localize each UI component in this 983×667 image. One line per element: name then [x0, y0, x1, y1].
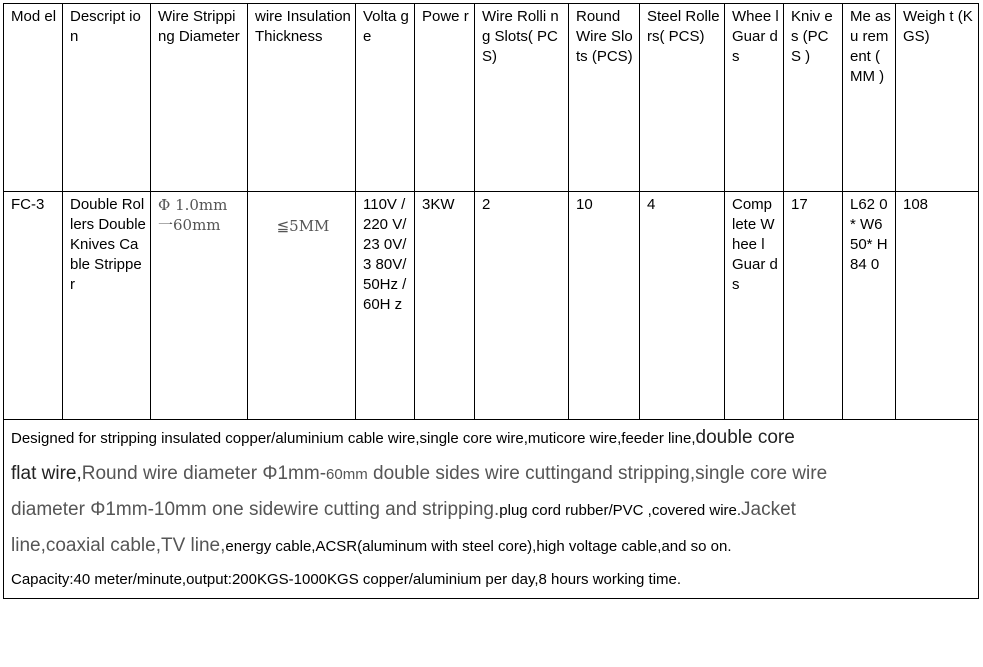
cell-steel-rollers: 4: [640, 192, 725, 420]
header-cell-measurement: Me asu rem ent ( MM ): [843, 4, 896, 192]
description-text-large: double sides wire cuttingand stripping,single core wire: [367, 463, 828, 484]
header-cell-model: Mod el: [4, 4, 63, 192]
description-line-1: [11, 420, 972, 456]
description-text-large: line,coaxial cable,TV line,: [11, 535, 226, 556]
cell-weight: 108: [896, 192, 979, 420]
header-cell-rolling-slots: Wire Rolli ng Slots( PCS): [475, 4, 569, 192]
cell-rolling-slots: 2: [475, 192, 569, 420]
cell-model: FC-3: [4, 192, 63, 420]
header-cell-steel-rollers: Steel Rollers( PCS): [640, 4, 725, 192]
header-cell-stripping-diameter: Wire Stripping Diameter: [151, 4, 248, 192]
header-cell-insulation-thickness: wire Insulation Thickness: [248, 4, 356, 192]
description-line-5: Capacity:40 meter/minute,output:200KGS-1000KGS copper/aluminium per day,8 hours working time.: [11, 571, 682, 588]
cell-power: 3KW: [415, 192, 475, 420]
description-line-2: [11, 456, 972, 492]
description-line-4: [11, 528, 972, 564]
spec-sheet: [3, 3, 978, 599]
description-line-3: [11, 492, 972, 528]
header-cell-round-slots: Round Wire Slots (PCS): [569, 4, 640, 192]
cell-insulation: ≦5MM: [248, 192, 356, 420]
cell-knives: 17: [784, 192, 843, 420]
header-cell-power: Powe r: [415, 4, 475, 192]
table-row: [4, 192, 979, 420]
description-text-large: double core: [695, 427, 795, 448]
description-text-large: diameter Φ1mm-10mm one sidewire cutting and stripping.: [11, 499, 500, 520]
cell-round-slots: 10: [569, 192, 640, 420]
description-text: plug cord rubber/PVC ,covered wire.: [499, 502, 742, 519]
header-row: [4, 4, 979, 192]
header-cell-voltage: Volta ge: [356, 4, 415, 192]
description-cell: [4, 420, 979, 599]
cell-description: Double Rollers Double Knives Cable Stripper: [63, 192, 151, 420]
cell-wheel-guards: Comp lete Whee l Guar ds: [725, 192, 784, 420]
description-text: Designed for stripping insulated copper/aluminium cable wire,single core wire,muticore wire,feeder line,: [11, 430, 696, 447]
description-text: 60mm: [326, 466, 368, 483]
header-cell-description: Descript ion: [63, 4, 151, 192]
description-text-large: flat wire,: [11, 463, 82, 484]
spec-table: [3, 3, 979, 599]
cell-stripping-diameter: Φ 1.0mm 一60mm: [151, 192, 248, 420]
description-text: energy cable,ACSR(aluminum with steel core),high voltage cable,and so on.: [225, 538, 732, 555]
cell-measurement: L62 0* W6 50* H84 0: [843, 192, 896, 420]
header-cell-wheel-guards: Whee l Guar ds: [725, 4, 784, 192]
header-cell-weight: Weigh t (KGS): [896, 4, 979, 192]
description-text-large: Jacket: [741, 499, 796, 520]
description-text-large: Round wire diameter Φ1mm-: [81, 463, 327, 484]
cell-voltage: 110V /220 V/23 0V/3 80V/ 50Hz /60H z: [356, 192, 415, 420]
description-row: [4, 420, 979, 599]
header-cell-knives: Kniv es (PCS ): [784, 4, 843, 192]
